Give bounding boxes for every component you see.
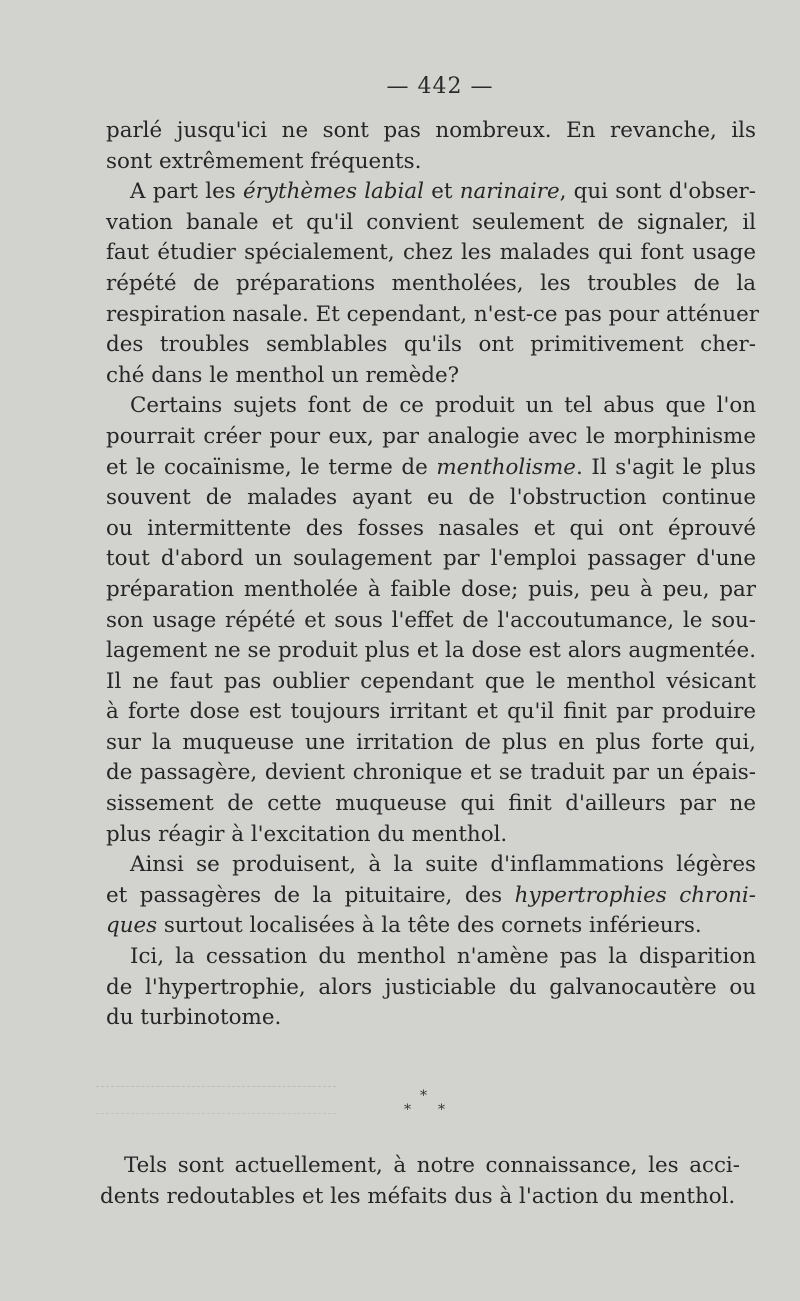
text-line: ché dans le menthol un remède? [106, 362, 460, 388]
show-through-marks [96, 1086, 336, 1114]
paragraph-1 [106, 116, 756, 177]
text-line: Il ne faut pas oublier cependant que le menthol vésicant [106, 668, 756, 694]
text-line: sont extrêmement fréquents. [106, 148, 422, 174]
text-line: respiration nasale. Et cependant, n'est-ce pas pour atténuer [106, 301, 760, 327]
paragraph-4 [106, 850, 756, 942]
text-line: son usage répété et sous l'effet de l'accoutumance, le sou- [106, 607, 756, 633]
asterism-star: * [438, 1102, 445, 1118]
text-line: Ainsi se produisent, à la suite d'inflammations légères [130, 852, 756, 878]
text-line: sissement de cette muqueuse qui finit d'ailleurs par ne [106, 791, 756, 817]
paragraph-2 [106, 177, 760, 391]
text-line: dents redoutables et les méfaits dus à l'action du menthol. [100, 1183, 736, 1209]
text-line: plus réagir à l'excitation du menthol. [106, 821, 508, 847]
italic-term: mentholisme [436, 454, 576, 480]
text-line: répété de préparations mentholées, les troubles de la [106, 270, 756, 296]
body-text [106, 116, 760, 1034]
italic-term: ques [106, 913, 158, 939]
text-line: Certains sujets font de ce produit un tel abus que l'on [130, 393, 756, 419]
text-line: ques surtout localisées à la tête des cornets inférieurs. [106, 913, 702, 939]
text-line: A part les érythèmes labial et narinaire, qui sont d'obser- [130, 179, 756, 205]
text-line: lagement ne se produit plus et la dose est alors augmentée. [106, 638, 756, 664]
italic-term: érythèmes labial [243, 179, 424, 205]
text-line: vation banale et qu'il convient seulement de signaler, il [106, 209, 756, 235]
text-line: de passagère, devient chronique et se traduit par un épais- [106, 760, 756, 786]
text-line: des troubles semblables qu'ils ont primitivement cher- [106, 332, 756, 358]
paragraph-3 [106, 391, 756, 850]
text-line: pourrait créer pour eux, par analogie avec le morphinisme [106, 423, 756, 449]
text-line: faut étudier spécialement, chez les malades qui font usage [106, 240, 756, 266]
text-line: ou intermittente des fosses nasales et qui ont éprouvé [106, 515, 756, 541]
closing-paragraph [100, 1151, 740, 1212]
text-line: souvent de malades ayant eu de l'obstruction continue [106, 485, 756, 511]
text-line: de l'hypertrophie, alors justiciable du galvanocautère ou [106, 974, 756, 1000]
text-line: sur la muqueuse une irritation de plus en plus forte qui, [106, 729, 756, 755]
text-line: Tels sont actuellement, à notre connaissance, les acci- [124, 1153, 740, 1178]
text-line: parlé jusqu'ici ne sont pas nombreux. En revanche, ils [106, 118, 756, 143]
text-line: et passagères de la pituitaire, des hypertrophies chroni- [106, 882, 756, 908]
text-line: du turbinotome. [106, 1005, 282, 1031]
asterism-divider [396, 1088, 456, 1128]
text-line: tout d'abord un soulagement par l'emploi passager d'une [106, 546, 756, 572]
text-line: préparation mentholée à faible dose; puis, peu à peu, par [106, 576, 756, 602]
italic-term: narinaire [459, 179, 560, 205]
text-line: à forte dose est toujours irritant et qu'il finit par produire [106, 699, 756, 725]
text-line: et le cocaïnisme, le terme de mentholisme. Il s'agit le plus [106, 454, 756, 480]
asterism-star: * [420, 1088, 427, 1104]
paragraph-5 [106, 942, 756, 1034]
asterism-star: * [404, 1102, 411, 1118]
page-number: — 442 — [386, 74, 494, 99]
text-line: Ici, la cessation du menthol n'amène pas la disparition [130, 944, 756, 970]
italic-term: hypertrophies chroni- [514, 882, 756, 908]
